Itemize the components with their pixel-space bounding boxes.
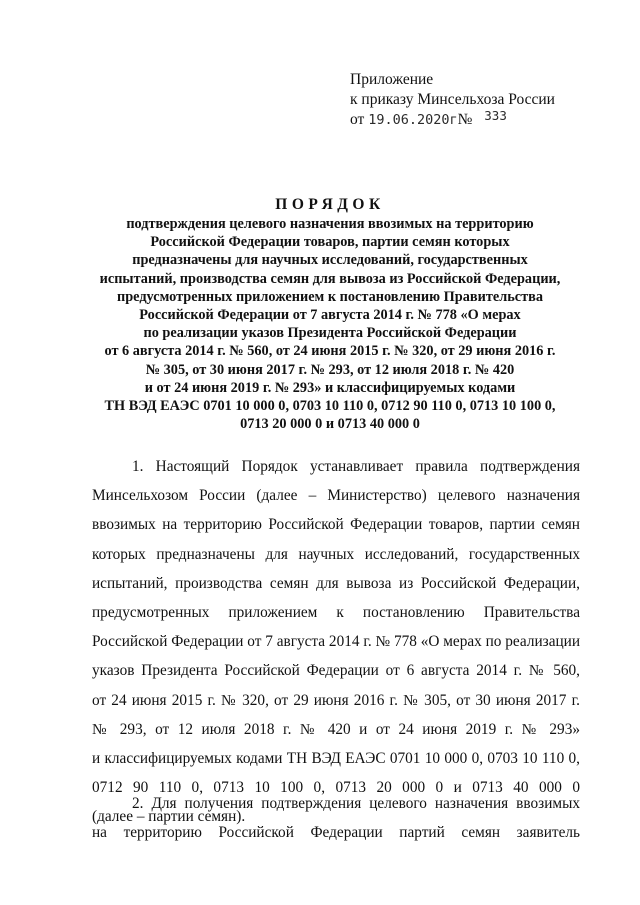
order-date-line xyxy=(350,110,555,130)
subtitle-line: подтверждения целевого назначения ввозимых на территорию xyxy=(126,216,534,232)
paragraph-line: Минсельхозом России (далее – Министерство) целевого назначения xyxy=(92,487,580,505)
paragraph-line: (далее – партии семян). xyxy=(92,808,246,826)
paragraph-line: от 24 июня 2015 г. № 320, от 29 июня 2016 г. № 305, от 30 июня 2017 г. xyxy=(92,691,580,709)
subtitle-line: предназначены для научных исследований, государственных xyxy=(132,252,528,269)
number-sign: № xyxy=(457,111,473,128)
paragraph-line: испытаний, производства семян для вывоза из Российской Федерации, xyxy=(92,574,580,592)
paragraph-line: Российской Федерации от 7 августа 2014 г. № 778 «О мерах по реализации xyxy=(92,633,581,651)
document-title: ПОРЯДОК xyxy=(275,196,385,213)
paragraph-line: которых предназначены для научных исследований, государственных xyxy=(92,545,580,563)
paragraph-line: 2. Для получения подтверждения целевого назначения ввозимых xyxy=(132,795,580,812)
subtitle-line: ТН ВЭД ЕАЭС 0701 10 000 0, 0703 10 110 0, 0712 90 110 0, 0713 10 100 0, xyxy=(104,398,556,415)
paragraph-line: на территорию Российской Федерации партий семян заявитель xyxy=(92,824,580,842)
paragraph-line: 1. Настоящий Порядок устанавливает правила подтверждения xyxy=(132,458,580,475)
paragraph-2 xyxy=(92,789,580,847)
date-stamp: 19.06.2020г xyxy=(368,112,458,128)
paragraph-line: предусмотренных приложением к постановлению Правительства xyxy=(92,604,580,622)
subtitle-line: № 305, от 30 июня 2017 г. № 293, от 12 июля 2018 г. № 420 xyxy=(145,361,515,378)
subtitle-line: Российской Федерации от 7 августа 2014 г. № 778 «О мерах xyxy=(139,307,521,324)
appendix-reference xyxy=(350,70,555,130)
date-prefix: от xyxy=(350,111,365,128)
subtitle-line: испытаний, производства семян для вывоза из Российской Федерации, xyxy=(99,270,561,287)
paragraph-line: указов Президента Российской Федерации от 6 августа 2014 г. № 560, xyxy=(92,662,580,680)
subtitle-line: Российской Федерации товаров, партии семян которых xyxy=(150,234,510,251)
paragraph-line: № 293, от 12 июля 2018 г. № 420 и от 24 июня 2019 г. № 293» xyxy=(92,720,580,738)
paragraph-line: ввозимых на территорию Российской Федерации товаров, партии семян xyxy=(92,516,580,534)
order-reference: к приказу Минсельхоза России xyxy=(350,91,555,108)
subtitle-line: 0713 20 000 0 и 0713 40 000 0 xyxy=(240,416,420,433)
subtitle-line: по реализации указов Президента Российской Федерации xyxy=(143,325,517,342)
appendix-label: Приложение xyxy=(350,71,434,88)
subtitle-line: от 6 августа 2014 г. № 560, от 24 июня 2015 г. № 320, от 29 июня 2016 г. xyxy=(104,343,556,360)
order-number-stamp: 333 xyxy=(484,108,507,123)
paragraph-line: и классифицируемых кодами ТН ВЭД ЕАЭС 0701 10 000 0, 0703 10 110 0, xyxy=(92,750,580,768)
document-subtitle xyxy=(80,215,580,433)
paragraph-1 xyxy=(92,452,580,832)
paragraph-line: 0712 90 110 0, 0713 10 100 0, 0713 20 000 0 и 0713 40 000 0 xyxy=(92,779,580,797)
subtitle-line: и от 24 июня 2019 г. № 293» и классифицируемых кодами xyxy=(144,379,516,396)
subtitle-line: предусмотренных приложением к постановлению Правительства xyxy=(116,288,544,305)
